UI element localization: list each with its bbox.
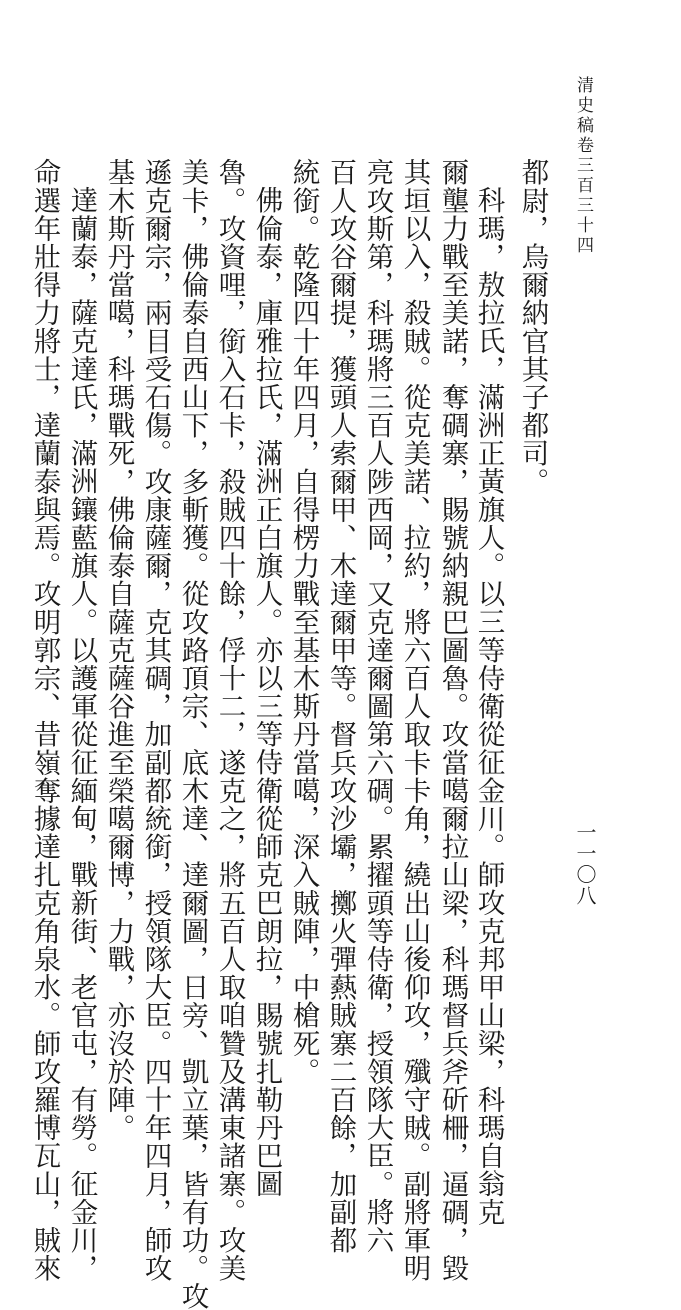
- text-column: 魯。攻資哩，銜入石卡，殺賊四十餘，俘十二，遂克之，將五百人取咱贊及溝東諸寨。攻美: [213, 158, 246, 1282]
- text-column: 科瑪，敖拉氏，滿洲正黃旗人。以三等侍衛從征金川。師攻克邦甲山梁，科瑪自翁克: [472, 186, 505, 1226]
- book-title-header: 清史稿卷三百三十四: [573, 76, 593, 256]
- page-number: 一一〇八: [573, 822, 597, 906]
- text-column: 爾壟力戰至美諾，奪碉寨，賜號納親巴圖魯。攻當噶爾拉山梁，科瑪督兵斧斫柵，逼碉，毀: [436, 158, 469, 1282]
- text-column: 達蘭泰，薩克達氏，滿洲鑲藍旗人。以護軍從征緬甸，戰新街、老官屯，有勞。征金川，: [65, 186, 98, 1282]
- text-column: 統銜。乾隆四十年四月，自得楞力戰至基木斯丹當噶，深入賊陣，中槍死。: [287, 158, 320, 1086]
- text-column: 百人攻谷爾提，獲頭人索爾甲、木達爾甲等。督兵攻沙壩，擲火彈爇賊寨二百餘，加副都: [324, 158, 357, 1254]
- text-column: 其垣以入，殺賊。從克美諾、拉約，將六百人取卡卡角，繞出山後仰攻，殲守賊。副將軍明: [398, 158, 431, 1282]
- text-column: 佛倫泰，庫雅拉氏，滿洲正白旗人。亦以三等侍衛從師克巴朗拉，賜號扎勒丹巴圖: [250, 186, 283, 1198]
- text-column: 亮攻斯第，科瑪將三百人陟西岡，又克達爾圖第六碉。累擢頭等侍衛，授領隊大臣。將六: [361, 158, 394, 1254]
- text-column: 遜克爾宗，兩目受石傷。攻康薩爾，克其碉，加副都統銜，授領隊大臣。四十年四月，師攻: [139, 158, 172, 1282]
- text-column: 基木斯丹當噶，科瑪戰死，佛倫泰自薩克薩谷進至榮噶爾博，力戰，亦沒於陣。: [102, 158, 135, 1142]
- text-column: 命選年壯得力將士，達蘭泰與焉。攻明郭宗、昔嶺奪據達扎克角泉水。師攻羅博瓦山，賊來: [28, 158, 61, 1282]
- text-column: 美卡，佛倫泰自西山下，多斬獲。從攻路頂宗、底木達、達爾圖，日旁、凱立葉，皆有功。攻: [176, 158, 209, 1310]
- text-column: 都尉，烏爾納官其子都司。: [516, 158, 549, 496]
